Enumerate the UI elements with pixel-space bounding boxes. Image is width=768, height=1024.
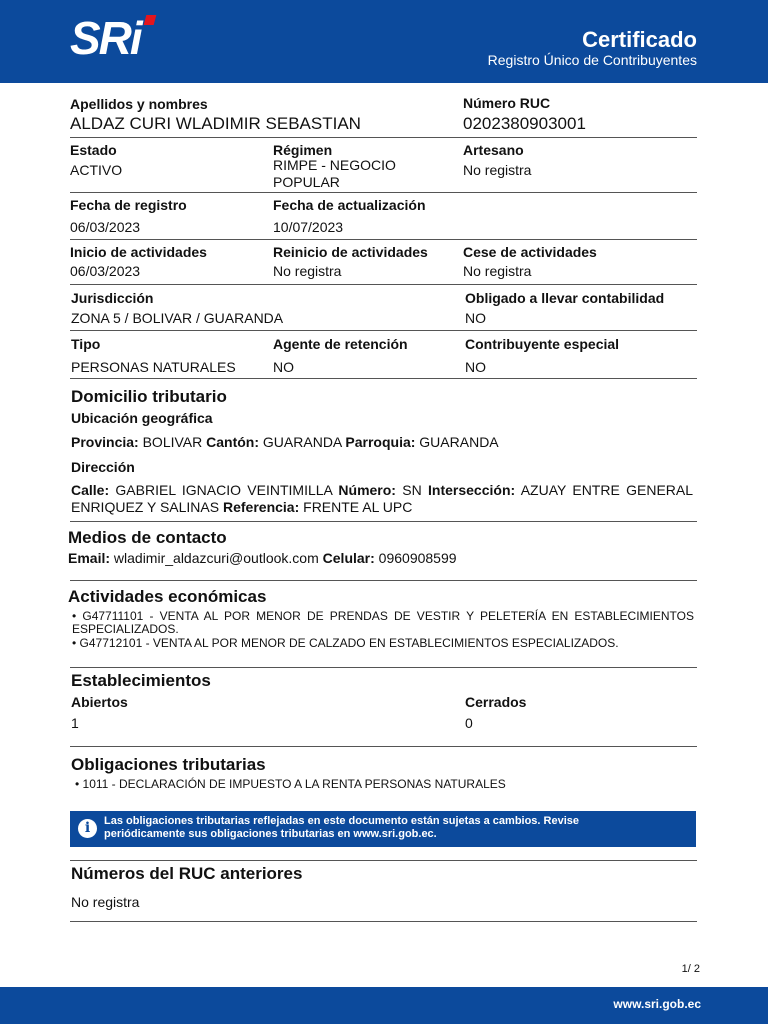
divider xyxy=(70,192,697,193)
referencia-label: Referencia: xyxy=(222,499,300,515)
contacto-title: Medios de contacto xyxy=(68,528,227,547)
jurisdiccion-value: ZONA 5 / BOLIVAR / GUARANDA xyxy=(71,310,284,326)
abiertos-label: Abiertos xyxy=(71,694,128,710)
canton-value: GUARANDA xyxy=(262,434,342,450)
ruc-number: 0202380903001 xyxy=(463,114,586,133)
cese-value: No registra xyxy=(463,263,532,279)
estado-value: ACTIVO xyxy=(70,162,123,178)
artesano-label: Artesano xyxy=(463,142,524,158)
inicio-label: Inicio de actividades xyxy=(70,244,207,260)
logo-text: SRi xyxy=(70,12,141,64)
contabilidad-label: Obligado a llevar contabilidad xyxy=(465,290,665,306)
regimen-value-line1: RIMPE - NEGOCIO xyxy=(273,157,396,173)
contabilidad-value: NO xyxy=(465,310,486,326)
direccion-label: Dirección xyxy=(71,459,135,475)
divider xyxy=(70,746,697,747)
actividad-item: • G47711101 - VENTA AL POR MENOR DE PRENDAS DE VESTIR Y PELETERÍA EN ESTABLECIMIENTOS ESPECIALIZADOS. xyxy=(72,609,694,636)
ubicacion-line xyxy=(71,434,499,450)
direccion-text xyxy=(71,482,693,516)
tipo-label: Tipo xyxy=(71,336,101,352)
email-value: wladimir_aldazcuri@outlook.com xyxy=(113,550,319,566)
actualizacion-value: 10/07/2023 xyxy=(273,219,344,235)
divider xyxy=(70,580,697,581)
ruc-anteriores-title: Números del RUC anteriores xyxy=(71,864,303,883)
footer-url[interactable]: www.sri.gob.ec xyxy=(613,997,701,1011)
retencion-value: NO xyxy=(273,359,294,375)
divider xyxy=(70,667,697,668)
divider xyxy=(70,521,697,522)
obligaciones-notice xyxy=(70,811,696,847)
ruc-label: Número RUC xyxy=(463,95,551,111)
divider xyxy=(70,378,697,379)
actividad-item: • G47712101 - VENTA AL POR MENOR DE CALZADO EN ESTABLECIMIENTOS ESPECIALIZADOS. xyxy=(72,636,619,650)
interseccion-value: AZUAY ENTRE GENERAL ENRIQUEZ Y SALINAS xyxy=(71,482,694,515)
domicilio-title: Domicilio tributario xyxy=(71,387,227,406)
page-number: 1/ 2 xyxy=(681,963,700,975)
celular-value: 0960908599 xyxy=(378,550,457,566)
jurisdiccion-label: Jurisdicción xyxy=(71,290,154,306)
reinicio-label: Reinicio de actividades xyxy=(273,244,428,260)
divider xyxy=(70,921,697,922)
divider xyxy=(70,860,697,861)
tipo-value: PERSONAS NATURALES xyxy=(71,359,236,375)
certificate-title: Certificado xyxy=(582,27,697,52)
artesano-value: No registra xyxy=(463,162,532,178)
taxpayer-name: ALDAZ CURI WLADIMIR SEBASTIAN xyxy=(70,114,361,133)
sri-logo xyxy=(70,14,160,62)
canton-label: Cantón: xyxy=(206,434,260,450)
estado-label: Estado xyxy=(70,142,117,158)
establecimientos-title: Establecimientos xyxy=(71,671,211,690)
cerrados-value: 0 xyxy=(465,715,473,731)
ubicacion-label: Ubicación geográfica xyxy=(71,410,213,426)
provincia-value: BOLIVAR xyxy=(142,434,203,450)
especial-value: NO xyxy=(465,359,486,375)
actualizacion-label: Fecha de actualización xyxy=(273,197,426,213)
registro-label: Fecha de registro xyxy=(70,197,187,213)
calle-value: GABRIEL IGNACIO VEINTIMILLA xyxy=(115,482,333,498)
certificate-subtitle: Registro Único de Contribuyentes xyxy=(487,52,697,68)
inicio-value: 06/03/2023 xyxy=(70,263,141,279)
divider xyxy=(70,284,697,285)
page-header xyxy=(0,0,768,83)
contacto-line xyxy=(68,550,457,566)
info-icon: i xyxy=(78,819,97,838)
registro-value: 06/03/2023 xyxy=(70,219,141,235)
obligacion-item: • 1011 - DECLARACIÓN DE IMPUESTO A LA RENTA PERSONAS NATURALES xyxy=(75,777,506,791)
celular-label: Celular: xyxy=(322,550,375,566)
ruc-anteriores-value: No registra xyxy=(71,894,140,910)
interseccion-label: Intersección: xyxy=(428,482,516,498)
calle-label: Calle: xyxy=(71,482,110,498)
notice-text xyxy=(104,815,684,841)
regimen-label: Régimen xyxy=(273,142,333,158)
notice-line: Las obligaciones tributarias reflejadas en este documento están sujetas a cambios. Revise xyxy=(104,815,580,827)
especial-label: Contribuyente especial xyxy=(465,336,620,352)
numero-value: SN xyxy=(402,482,422,498)
divider xyxy=(70,330,697,331)
page-footer xyxy=(0,987,768,1024)
regimen-value-line2: POPULAR xyxy=(273,174,340,190)
referencia-value: FRENTE AL UPC xyxy=(303,499,413,515)
abiertos-value: 1 xyxy=(71,715,79,731)
numero-label: Número: xyxy=(338,482,396,498)
email-label: Email: xyxy=(68,550,111,566)
actividades-title: Actividades económicas xyxy=(68,587,267,606)
cerrados-label: Cerrados xyxy=(465,694,527,710)
reinicio-value: No registra xyxy=(273,263,342,279)
divider xyxy=(70,239,697,240)
parroquia-value: GUARANDA xyxy=(419,434,499,450)
retencion-label: Agente de retención xyxy=(273,336,408,352)
name-label: Apellidos y nombres xyxy=(70,96,208,112)
logo-accent-mark xyxy=(144,15,157,25)
divider xyxy=(70,137,697,138)
notice-line: periódicamente sus obligaciones tributarias en www.sri.gob.ec. xyxy=(104,828,437,840)
obligaciones-title: Obligaciones tributarias xyxy=(71,755,266,774)
cese-label: Cese de actividades xyxy=(463,244,597,260)
provincia-label: Provincia: xyxy=(71,434,139,450)
parroquia-label: Parroquia: xyxy=(345,434,416,450)
